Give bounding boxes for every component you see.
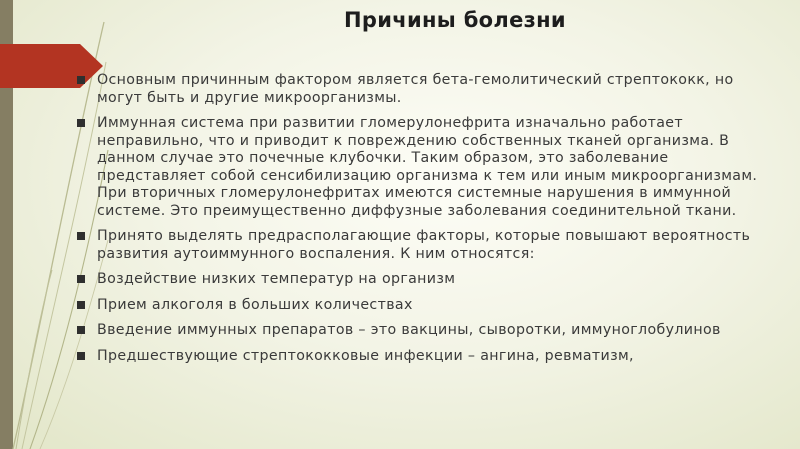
square-bullet-icon [77, 119, 85, 127]
square-bullet-icon [77, 326, 85, 334]
slide-title: Причины болезни [344, 8, 566, 32]
list-item-text: Прием алкоголя в больших количествах [97, 296, 413, 313]
square-bullet-icon [77, 76, 85, 84]
list-item-text: Принято выделять предрасполагающие факторы, которые повышают вероятность развития аутоиммунного воспаления. К ним относятся: [97, 228, 751, 262]
square-bullet-icon [77, 301, 85, 309]
list-item [77, 72, 777, 107]
list-item-text: Предшествующие стрептококковые инфекции – ангина, ревматизм, [97, 347, 634, 364]
list-item [77, 348, 777, 366]
list-item [77, 228, 777, 263]
square-bullet-icon [77, 352, 85, 360]
list-item [77, 271, 777, 289]
list-item-text: Воздействие низких температур на организм [97, 271, 456, 287]
list-item [77, 297, 777, 315]
list-item-text: Введение иммунных препаратов – это вакцины, сыворотки, иммуноглобулинов [97, 322, 721, 338]
list-item-text: Основным причинным фактором является бета-гемолитический стрептококк, но могут быть и другие микроорганизмы. [97, 72, 734, 106]
list-item-text: Иммунная система при развитии гломерулонефрита изначально работает неправильно, что и приводит к повреждению собственных тканей организма. В данном случае это почечные клубочки. Таким образом, это заболевание представляет собой сенсибилизацию организма к тем или иным микроорганизмам. При вторичных гломерулонефритах имеются системные нарушения в иммунной системе. Это преимущественно диффузные заболевания соединительной ткани. [97, 115, 758, 219]
square-bullet-icon [77, 232, 85, 240]
list-item [77, 322, 777, 340]
list-item [77, 115, 777, 220]
square-bullet-icon [77, 275, 85, 283]
slide-content [77, 72, 777, 365]
